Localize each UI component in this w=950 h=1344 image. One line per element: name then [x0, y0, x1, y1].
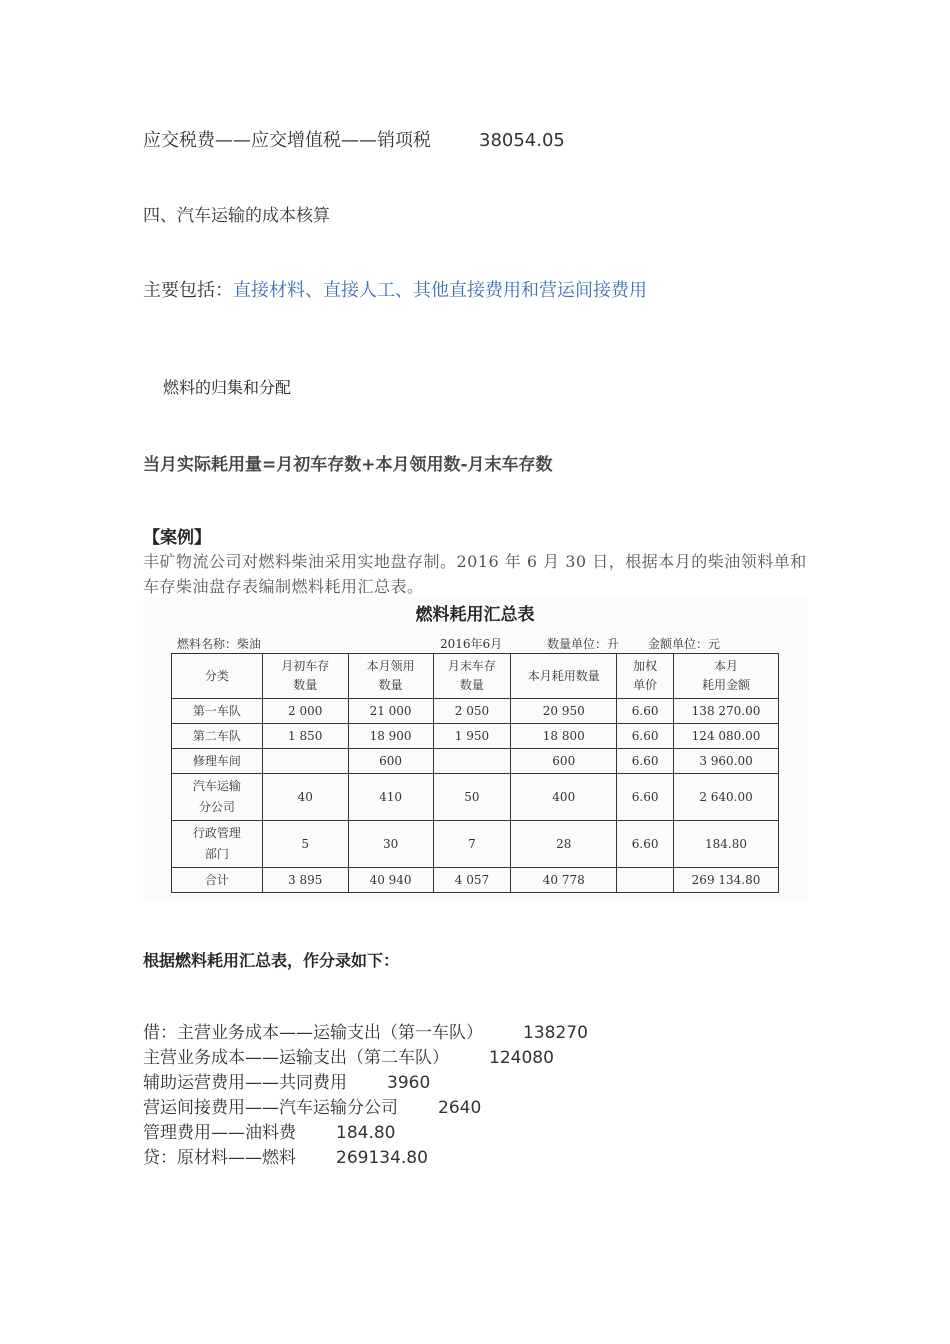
vat-line-amount: 38054.05 [479, 130, 565, 151]
row-category: 合计 [172, 868, 263, 893]
row-category: 第二车队 [172, 724, 263, 749]
header-end: 月末车存 数量 [433, 654, 511, 699]
cell-amount: 2 640.00 [674, 774, 779, 821]
cell-end: 7 [433, 821, 511, 868]
cell-end: 2 050 [433, 699, 511, 724]
cell-amount: 138 270.00 [674, 699, 779, 724]
cell-received: 410 [348, 774, 433, 821]
section-heading: 四、汽车运输的成本核算 [143, 206, 330, 226]
cell-received: 40 940 [348, 868, 433, 893]
cell-received: 18 900 [348, 724, 433, 749]
cell-end: 50 [433, 774, 511, 821]
cell-price: 6.60 [617, 774, 674, 821]
cell-price: 6.60 [617, 699, 674, 724]
journal-entry: 贷：原材料——燃料 269134.80 [143, 1148, 428, 1168]
cell-used: 400 [511, 774, 617, 821]
main-items-label: 主要包括： [143, 280, 233, 301]
cell-received: 21 000 [348, 699, 433, 724]
main-items-line [143, 276, 647, 302]
cell-amount: 3 960.00 [674, 749, 779, 774]
table-row [172, 699, 779, 724]
journal-entry: 借：主营业务成本——运输支出（第一车队） 138270 [143, 1023, 588, 1043]
table-total-row [172, 868, 779, 893]
fuel-table [171, 653, 779, 893]
case-body: 丰矿物流公司对燃料柴油采用实地盘存制。2016 年 6 月 30 日，根据本月的柴油领料单和车存柴油盘存表编制燃料耗用汇总表。 [143, 552, 807, 596]
fuel-table-image [143, 597, 807, 902]
main-items-link[interactable]: 直接材料、直接人工、其他直接费用和营运间接费用 [233, 280, 647, 301]
vat-line-text: 应交税费——应交增值税——销项税 [143, 130, 431, 151]
journal-entry: 主营业务成本——运输支出（第二车队） 124080 [143, 1048, 554, 1068]
consumption-formula: 当月实际耗用量=月初车存数+本月领用数-月末车存数 [143, 455, 553, 475]
cell-amount: 124 080.00 [674, 724, 779, 749]
cell-used: 18 800 [511, 724, 617, 749]
header-category: 分类 [172, 654, 263, 699]
fuel-subheading: 燃料的归集和分配 [163, 378, 292, 397]
cell-begin: 40 [262, 774, 348, 821]
vat-line [143, 126, 565, 152]
row-category: 行政管理 部门 [172, 821, 263, 868]
cell-amount: 269 134.80 [674, 868, 779, 893]
cell-end: 4 057 [433, 868, 511, 893]
cell-price: 6.60 [617, 724, 674, 749]
cell-begin: 2 000 [262, 699, 348, 724]
row-category: 修理车间 [172, 749, 263, 774]
table-date: 2016年6月 [440, 637, 503, 651]
cell-used: 20 950 [511, 699, 617, 724]
qty-unit: 数量单位：升 [547, 637, 620, 651]
cell-price [617, 868, 674, 893]
cell-end: 1 950 [433, 724, 511, 749]
row-category: 第一车队 [172, 699, 263, 724]
row-category: 汽车运输 分公司 [172, 774, 263, 821]
journal-entry: 辅助运营费用——共同费用 3960 [143, 1073, 431, 1093]
cell-begin: 5 [262, 821, 348, 868]
table-row [172, 821, 779, 868]
table-row [172, 774, 779, 821]
table-header-row [172, 654, 779, 699]
cell-received: 30 [348, 821, 433, 868]
cell-begin: 1 850 [262, 724, 348, 749]
cell-used: 28 [511, 821, 617, 868]
fuel-name: 燃料名称：柴油 [177, 637, 262, 651]
journal-entry: 营运间接费用——汽车运输分公司 2640 [143, 1098, 482, 1118]
cell-received: 600 [348, 749, 433, 774]
cell-begin [262, 749, 348, 774]
table-row [172, 749, 779, 774]
journal-entries [143, 1021, 843, 1171]
header-begin: 月初车存 数量 [262, 654, 348, 699]
header-used: 本月耗用数量 [511, 654, 617, 699]
case-heading: 【案例】 [143, 528, 211, 548]
header-price: 加权 单价 [617, 654, 674, 699]
entries-heading: 根据燃料耗用汇总表，作分录如下： [143, 951, 400, 970]
cell-end [433, 749, 511, 774]
amount-unit: 金额单位：元 [648, 637, 721, 651]
cell-price: 6.60 [617, 821, 674, 868]
cell-begin: 3 895 [262, 868, 348, 893]
journal-entry: 管理费用——油料费 184.80 [143, 1123, 396, 1143]
header-amount: 本月 耗用金额 [674, 654, 779, 699]
cell-amount: 184.80 [674, 821, 779, 868]
cell-used: 600 [511, 749, 617, 774]
cell-used: 40 778 [511, 868, 617, 893]
fuel-table-title: 燃料耗用汇总表 [415, 605, 535, 625]
header-received: 本月领用 数量 [348, 654, 433, 699]
table-row [172, 724, 779, 749]
cell-price: 6.60 [617, 749, 674, 774]
